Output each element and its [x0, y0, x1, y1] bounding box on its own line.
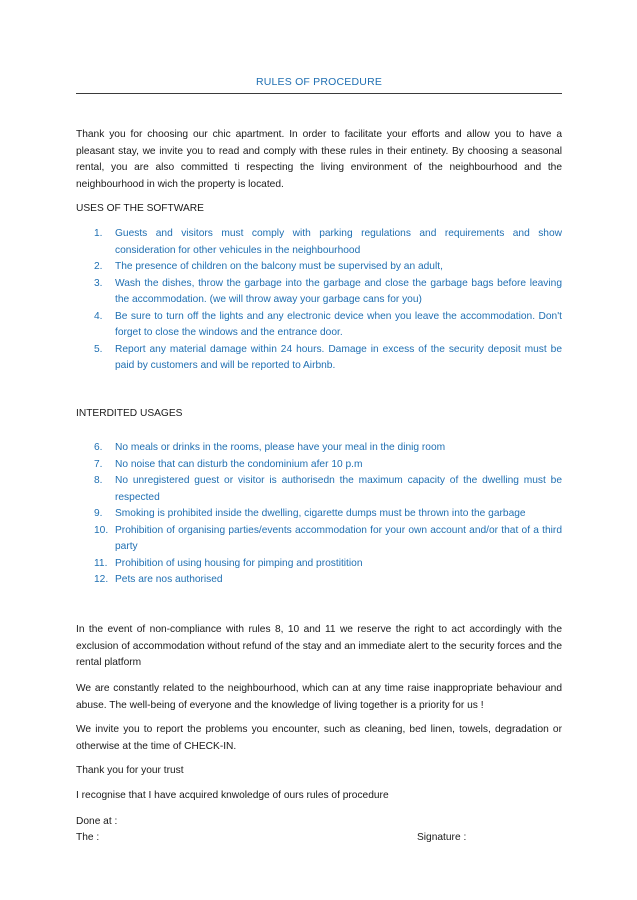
rule-text: Pets are nos authorised	[115, 574, 223, 585]
rule-item	[76, 457, 562, 474]
title-underline	[76, 93, 562, 94]
rule-number: 7.	[94, 458, 103, 470]
section-heading-interdited: INTERDITED USAGES	[76, 408, 183, 419]
acknowledge-line: I recognise that I have acquired knwoledge of ours rules of procedure	[76, 790, 389, 801]
rule-text: Prohibition of organising parties/events accommodation for your own account and/or that of a third party	[115, 524, 562, 552]
rules-list-interdited	[76, 440, 562, 589]
rule-item	[76, 572, 562, 589]
section-heading-uses: USES OF THE SOFTWARE	[76, 203, 204, 214]
rule-item	[76, 276, 562, 309]
rule-number: 4.	[94, 310, 103, 322]
done-at-line: Done at :	[76, 816, 118, 827]
rule-number: 9.	[94, 508, 103, 519]
rule-number: 1.	[94, 228, 103, 239]
rule-text: Guests and visitors must comply with parking regulations and requirements and show consideration for other vehicules in the neighbourhood	[115, 228, 562, 256]
rule-item	[76, 556, 562, 573]
thanks-line: Thank you for your trust	[76, 765, 184, 776]
signature-label: Signature :	[417, 832, 467, 843]
rule-text: No unregistered guest or visitor is authorisedn the maximum capacity of the dwelling must be respected	[115, 475, 562, 503]
date-label: The :	[76, 832, 100, 843]
rule-item	[76, 440, 562, 457]
rule-text: Wash the dishes, throw the garbage into the garbage and close the garbage bags before leaving the accommodation. (we will throw away your garbage cans for you)	[115, 277, 562, 305]
rule-text: Report any material damage within 24 hours. Damage in excess of the security deposit must be paid by customers and will be reported to Airbnb.	[115, 343, 562, 371]
rule-text: No meals or drinks in the rooms, please have your meal in the dinig room	[115, 442, 446, 453]
rule-number: 2.	[94, 261, 103, 272]
rule-item	[76, 309, 562, 342]
rule-number: 3.	[94, 277, 103, 289]
intro-paragraph: Thank you for choosing our chic apartment. In order to facilitate your efforts and allow you to have a pleasant stay, we invite you to read and comply with these rules in their entinety. By choosing a seasonal rental, you are also committed ti respecting the living environment of the neighbourhood and the neighbourhood in wich the property is located.	[76, 129, 562, 190]
rule-number: 8.	[94, 475, 103, 486]
rule-number: 5.	[94, 343, 103, 355]
rule-text: Smoking is prohibited inside the dwelling, cigarette dumps must be thrown into the garbage	[115, 508, 526, 519]
document-title: RULES OF PROCEDURE	[255, 76, 383, 88]
rule-item	[76, 342, 562, 375]
rule-number: 11.	[94, 557, 108, 569]
rule-text: Prohibition of using housing for pimping and prostitition	[115, 557, 363, 569]
rules-list-uses	[76, 226, 562, 375]
rule-item	[76, 506, 562, 523]
noncompliance-paragraph: In the event of non-compliance with rules 8, 10 and 11 we reserve the right to act accordingly with the exclusion of accommodation without refund of the stay and an immediate alert to the security forces and the rental platform	[76, 624, 562, 668]
rule-text: The presence of children on the balcony must be supervised by an adult,	[115, 261, 443, 272]
rule-item	[76, 259, 562, 276]
rule-item	[76, 226, 562, 259]
rule-text: Be sure to turn off the lights and any electronic device when you leave the accommodation. Don't forget to close the windows and the entrance door.	[115, 310, 562, 338]
neighbourhood-paragraph: We are constantly related to the neighbourhood, which can at any time raise inappropriate behaviour and abuse. The well-being of everyone and the knowledge of living together is a priority for us !	[76, 683, 562, 711]
rule-number: 6.	[94, 442, 103, 453]
rule-number: 12.	[94, 574, 109, 585]
rule-number: 10.	[94, 524, 109, 536]
rule-item	[76, 523, 562, 556]
rule-item	[76, 473, 562, 506]
report-paragraph: We invite you to report the problems you encounter, such as cleaning, bed linen, towels, degradation or otherwise at the time of CHECK-IN.	[76, 724, 562, 752]
rule-text: No noise that can disturb the condominium afer 10 p.m	[115, 458, 363, 470]
